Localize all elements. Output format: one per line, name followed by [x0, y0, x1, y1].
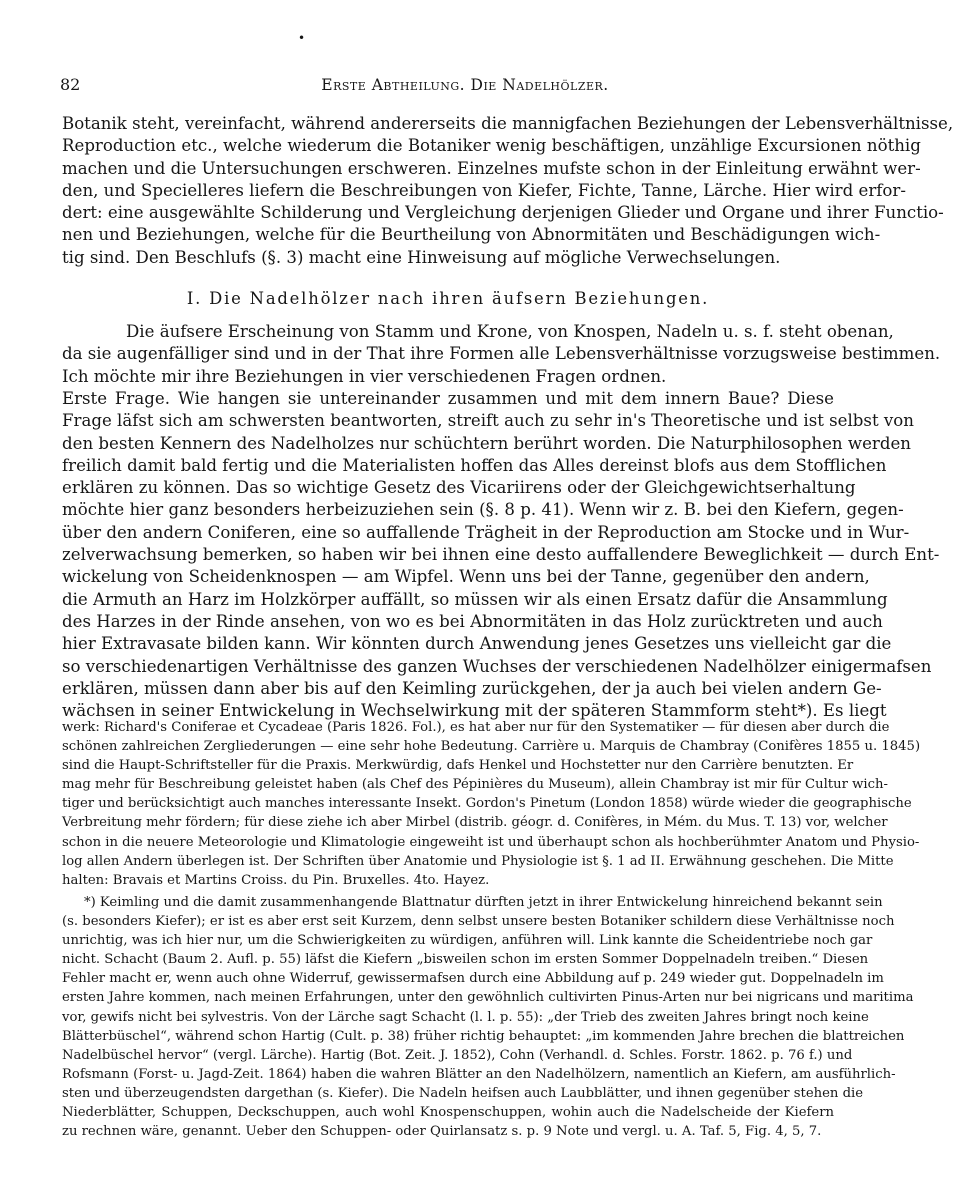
footnote-line: log allen Andern überlegen ist. Der Schriften über Anatomie und Physiologie ist §. 1 ad II. Erwähnung geschehen. Die Mitte [62, 853, 894, 869]
text-line: die Armuth an Harz im Holzkörper auffällt, so müssen wir als einen Ersatz dafür die Ansammlung [62, 589, 888, 609]
footnote-line: vor, gewifs nicht bei sylvestris. Von der Lärche sagt Schacht (l. l. p. 55): „der Trieb des zweiten Jahres bringt noch keine [62, 1009, 869, 1025]
footnote-line: nicht. Schacht (Baum 2. Aufl. p. 55) läfst die Kiefern „bisweilen schon im ersten Sommer Doppelnadeln treiben.“ Diesen [62, 952, 869, 968]
footnote-line: halten: Bravais et Martins Croiss. du Pin. Bruxelles. 4to. Hayez. [62, 872, 490, 888]
page-number: 82 [60, 75, 81, 94]
footnote-line: Fehler macht er, wenn auch ohne Widerruf, gewissermafsen durch eine Abbildung auf p. 249 wieder gut. Doppelnadeln im [62, 971, 884, 987]
text-line: dert: eine ausgewählte Schilderung und Vergleichung derjenigen Glieder und Organe und ihrer Functio- [62, 203, 944, 223]
footnote-line: mag mehr für Beschreibung geleistet haben (als Chef des Pépinières du Museum), allein Chambray ist mir für Cultur wich- [62, 777, 888, 793]
text-line: da sie augenfälliger sind und in der That ihre Formen alle Lebensverhältnisse vorzugsweise bestimmen. [62, 344, 941, 364]
footnote-line: zu rechnen wäre, genannt. Ueber den Schuppen- oder Quirlansatz s. p. 9 Note und vergl. u. A. Taf. 5, Fig. 4, 5, 7. [62, 1124, 822, 1140]
question-paragraph [62, 388, 940, 722]
text-line: freilich damit bald fertig und die Materialisten hoffen das Alles dereinst blofs aus dem Stofflichen [62, 455, 887, 475]
page-header [60, 73, 845, 97]
text-line: nen und Beziehungen, welche für die Beurtheilung von Abnormitäten und Beschädigungen wich- [62, 225, 881, 245]
text-line: hier Extravasate bilden kann. Wir könnten durch Anwendung jenes Gesetzes uns vielleicht gar die [62, 634, 892, 654]
footnote-line: *) Keimling und die damit zusammenhangende Blattnatur dürften jetzt in ihrer Entwickelung hinreichend bekannt sein [84, 895, 883, 910]
text-line: Frage läfst sich am schwersten beantworten, streift auch zu sehr in's Theoretische und ist selbst von [62, 411, 914, 431]
text-line: Ich möchte mir ihre Beziehungen in vier verschiedenen Fragen ordnen. [62, 366, 667, 386]
footnote-line: tiger und berücksichtigt auch manches interessante Insekt. Gordon's Pinetum (London 1858) würde wieder die geographische [62, 796, 912, 812]
text-line: erklären, müssen dann aber bis auf den Keimling zurückgehen, der ja auch bei vielen andern Ge- [62, 678, 882, 698]
footnote-line: sten und überzeugendsten dargethan (s. Kiefer). Die Nadeln heifsen auch Laubblätter, und ihnen gegenüber stehen die [62, 1085, 864, 1101]
footnote-line: (s. besonders Kiefer); er ist es aber erst seit Kurzem, denn selbst unsere besten Botaniker schildern diese Verhältnisse noch [62, 914, 895, 930]
intro-paragraph [62, 113, 953, 269]
footnote-line: schon in die neuere Meteorologie und Klimatologie eingeweiht ist und überhaupt schon als hochberühmter Anatom und Physio- [62, 834, 920, 850]
footnote-line: schönen zahlreichen Zergliederungen — eine sehr hohe Bedeutung. Carrière u. Marquis de Chambray (Conifères 1855 u. 1845) [62, 739, 921, 755]
footnote-continued [62, 718, 921, 890]
footnote-line: sind die Haupt-Schriftsteller für die Praxis. Merkwürdig, dafs Henkel und Hochstetter nur den Carrière benutzten. Er [62, 758, 854, 774]
text-line: den, und Specielleres liefern die Beschreibungen von Kiefer, Fichte, Tanne, Lärche. Hier wird erfor- [62, 180, 906, 200]
text-line: zelverwachsung bemerken, so haben wir bei ihnen eine desto auffallendere Beweglichkeit — durch Ent- [62, 545, 940, 565]
footnote-line: werk: Richard's Coniferae et Cycadeae (Paris 1826. Fol.), es hat aber nur für den Systematiker — für diesen aber durch die [62, 720, 890, 735]
footnote-line: Rofsmann (Forst- u. Jagd-Zeit. 1864) haben die wahren Blätter an den Nadelhölzern, namentlich an Kiefern, am ausführlich- [62, 1066, 896, 1082]
text-line: Erste Frage. Wie hangen sie untereinander zusammen und mit dem innern Baue? Diese [62, 389, 834, 408]
text-line: tig sind. Den Beschlufs (§. 3) macht eine Hinweisung auf mögliche Verwechselungen. [62, 247, 781, 267]
text-line: des Harzes in der Rinde ansehen, von wo es bei Abnormitäten in das Holz zurücktreten und auch [62, 611, 883, 631]
text-line: erklären zu können. Das so wichtige Gesetz des Vicariirens oder der Gleichgewichtserhaltung [62, 478, 856, 498]
text-line: wickelung von Scheidenknospen — am Wipfel. Wenn uns bei der Tanne, gegenüber den andern, [62, 567, 870, 587]
text-line: wächsen in seiner Entwickelung in Wechselwirkung mit der späteren Stammform steht*). Es liegt [62, 701, 887, 721]
footnote-star [62, 893, 914, 1141]
footnote-line: Niederblätter, Schuppen, Deckschuppen, auch wohl Knospenschuppen, wohin auch die Nadelscheide der Kiefern [62, 1105, 834, 1121]
text-line: Die äufsere Erscheinung von Stamm und Krone, von Knospen, Nadeln u. s. f. steht obenan, [126, 322, 894, 341]
footnote-line: Blätterbüschel“, während schon Hartig (Cult. p. 38) früher richtig behauptet: „im kommenden Jahre brechen die blattreichen [62, 1028, 905, 1044]
text-line: so verschiedenartigen Verhältnisse des ganzen Wuchses der verschiedenen Nadelhölzer einigermafsen [62, 656, 932, 676]
text-line: möchte hier ganz besonders herbeizuziehen sein (§. 8 p. 41). Wenn wir z. B. bei den Kiefern, gegen- [62, 500, 904, 520]
text-line: Reproduction etc., welche wiederum die Botaniker wenig beschäftigen, unzählige Excursionen nöthig [62, 136, 921, 156]
footnote-line: unrichtig, was ich hier nur, um die Schwierigkeiten zu würdigen, anführen will. Link kannte die Scheidentriebe noch gar [62, 933, 873, 949]
text-line: machen und die Untersuchungen erschweren. Einzelnes mufste schon in der Einleitung erwähnt wer- [62, 158, 921, 178]
footnote-line: Nadelbüschel hervor“ (vergl. Lärche). Hartig (Bot. Zeit. J. 1852), Cohn (Verhandl. d. Schles. Forstr. 1862. p. 76 f.) und [62, 1047, 853, 1063]
footnote-line: ersten Jahre kommen, nach meinen Erfahrungen, unter den gewöhnlich cultivirten Pinus-Arten nur bei nigricans und maritima [62, 990, 914, 1006]
footnote-line: Verbreitung mehr fördern; für diese ziehe ich aber Mirbel (distrib. géogr. d. Conifères, in Mém. du Mus. T. 13) vor, welcher [62, 815, 888, 831]
page-mark: • [298, 31, 306, 45]
text-line: über den andern Coniferen, eine so auffallende Trägheit in der Reproduction am Stocke und in Wur- [62, 522, 910, 542]
text-line: Botanik steht, vereinfacht, während andererseits die mannigfachen Beziehungen der Lebensverhältnisse, [62, 114, 953, 133]
text-line: den besten Kennern des Nadelholzes nur schüchtern berührt worden. Die Naturphilosophen werden [62, 433, 911, 453]
running-head: Erste Abtheilung. Die Nadelhölzer. [321, 76, 609, 94]
section-paragraph [62, 321, 941, 388]
section-heading: I. Die Nadelhölzer nach ihren äufsern Beziehungen. [186, 289, 710, 308]
